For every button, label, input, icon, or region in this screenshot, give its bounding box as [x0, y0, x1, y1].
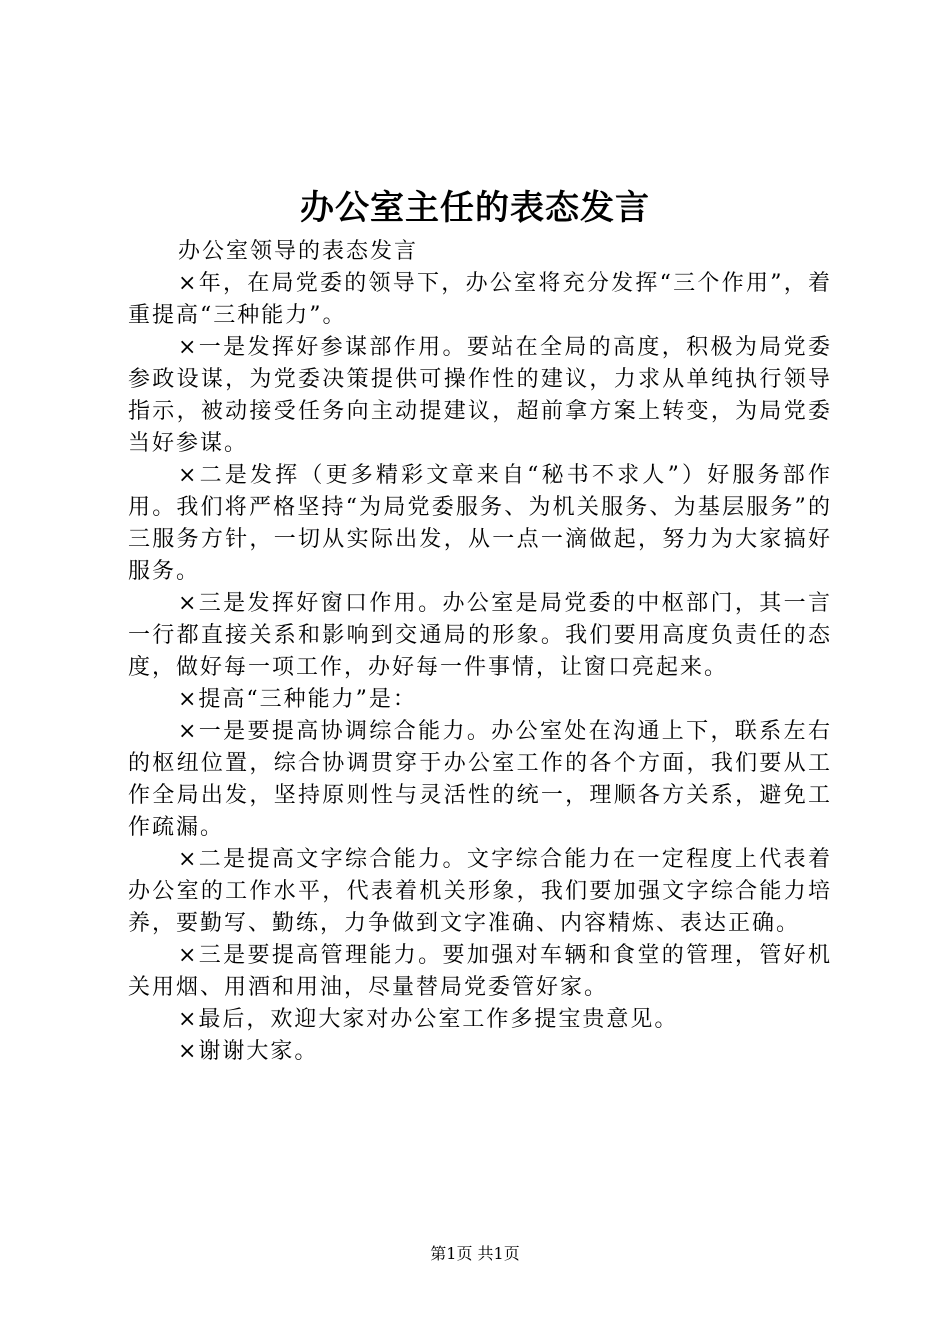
document-body	[128, 236, 832, 1068]
paragraph-subtitle: 办公室领导的表态发言	[178, 239, 419, 264]
paragraph-ability-2: ×二是提高文字综合能力。文字综合能力在一定程度上代表着办公室的工作水平，代表着机关形象，我们要加强文字综合能力培养，要勤写、勤练，力争做到文字准确、内容精炼、表达正确。	[128, 847, 832, 936]
page-number-total: 共1页	[477, 1244, 520, 1263]
page-number-current: 第1页	[430, 1244, 473, 1263]
paragraph-ability-1: ×一是要提高协调综合能力。办公室处在沟通上下，联系左右的枢纽位置，综合协调贯穿于办公室工作的各个方面，我们要从工作全局出发，坚持原则性与灵活性的统一，理顺各方关系，避免工作疏漏。	[128, 719, 832, 840]
document-title: 办公室主任的表态发言	[300, 188, 650, 228]
paragraph-thanks: ×谢谢大家。	[178, 1039, 319, 1064]
paragraph-intro: ×年，在局党委的领导下，办公室将充分发挥“三个作用”，着重提高“三种能力”。	[128, 271, 832, 328]
paragraph-abilities-heading: ×提高“三种能力”是：	[178, 687, 417, 712]
paragraph-role-2: ×二是发挥（更多精彩文章来自“秘书不求人”）好服务部作用。我们将严格坚持“为局党委服务、为机关服务、为基层服务”的三服务方针，一切从实际出发，从一点一滴做起，努力为大家搞好服务。	[128, 463, 832, 584]
paragraph-closing: ×最后，欢迎大家对办公室工作多提宝贵意见。	[178, 1007, 679, 1032]
page-footer	[0, 1243, 950, 1265]
paragraph-role-1: ×一是发挥好参谋部作用。要站在全局的高度，积极为局党委参政设谋，为党委决策提供可操作性的建议，力求从单纯执行领导指示，被动接受任务向主动提建议，超前拿方案上转变，为局党委当好参谋。	[128, 335, 832, 456]
paragraph-role-3: ×三是发挥好窗口作用。办公室是局党委的中枢部门，其一言一行都直接关系和影响到交通局的形象。我们要用高度负责任的态度，做好每一项工作，办好每一件事情，让窗口亮起来。	[128, 591, 832, 680]
paragraph-ability-3: ×三是要提高管理能力。要加强对车辆和食堂的管理，管好机关用烟、用酒和用油，尽量替局党委管好家。	[128, 943, 832, 1000]
